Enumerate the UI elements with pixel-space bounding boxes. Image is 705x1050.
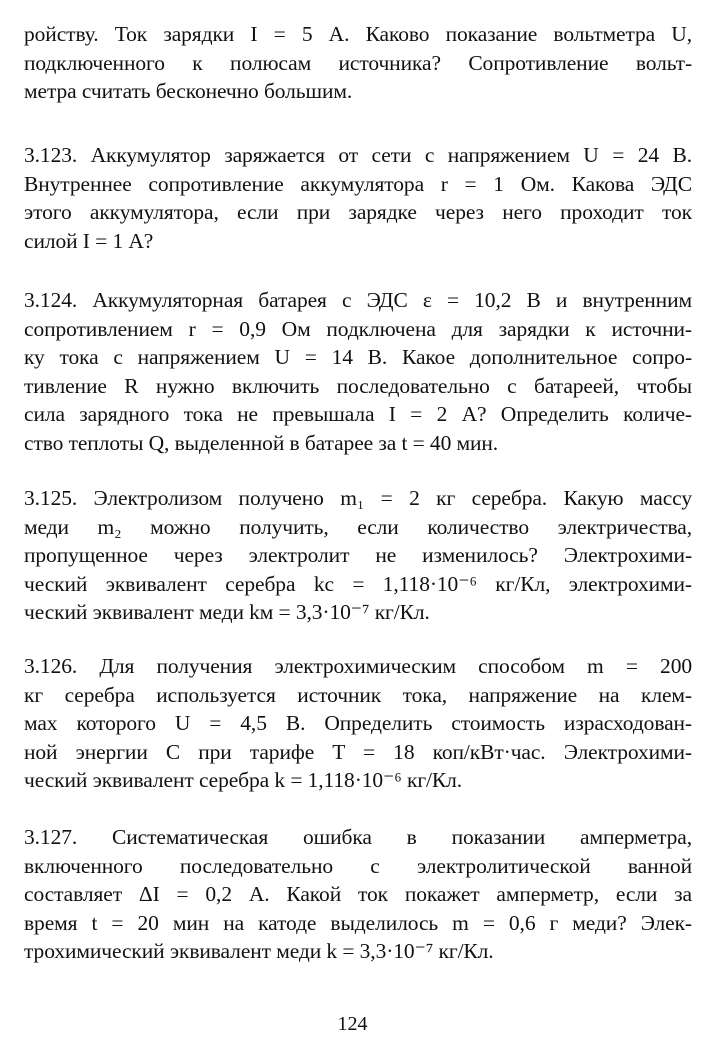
- page-number: 124: [337, 1013, 368, 1035]
- text-line: 3.124. Аккумуляторная батарея с ЭДС ε = 10,2 В и внутренним: [24, 288, 692, 312]
- problem-3-126: [24, 652, 692, 795]
- text-line: силой I = 1 А?: [24, 228, 154, 253]
- text-line: 3.126. Для получения электрохимическим способом m = 200: [24, 654, 692, 678]
- text-line: тивление R нужно включить последовательно с батареей, чтобы: [24, 373, 692, 398]
- problem-3-124: [24, 286, 692, 457]
- text-line: сила зарядного тока не превышала I = 2 А? Определить количе-: [24, 402, 692, 426]
- text-line: ческий эквивалент серебра k = 1,118·10⁻⁶ кг/Кл.: [24, 768, 463, 792]
- text-line: пропущенное через электролит не изменилось? Электрохими-: [24, 543, 692, 567]
- text-line: меди m₂ можно получить, если количество электричества,: [24, 514, 692, 539]
- text-line: метра считать бесконечно большим.: [24, 79, 353, 103]
- problem-3-127: [24, 823, 692, 966]
- text-line: включенного последовательно с электролитической ванной: [24, 853, 692, 878]
- text-line: ку тока с напряжением U = 14 В. Какое дополнительное сопро-: [24, 345, 692, 369]
- text-line: сопротивлением r = 0,9 Ом подключена для зарядки к источни-: [24, 316, 692, 341]
- text-line: кг серебра используется источник тока, напряжение на клем-: [24, 682, 692, 707]
- text-line: подключенного к полюсам источника? Сопротивление вольт-: [24, 50, 692, 75]
- problem-3-125: [24, 484, 692, 627]
- text-line: составляет ΔI = 0,2 А. Какой ток покажет амперметр, если за: [24, 882, 692, 906]
- text-line: трохимический эквивалент меди k = 3,3·10⁻⁷ кг/Кл.: [24, 939, 494, 963]
- text-line: этого аккумулятора, если при зарядке через него проходит ток: [24, 200, 692, 224]
- text-line: Внутреннее сопротивление аккумулятора r = 1 Ом. Какова ЭДС: [24, 171, 692, 196]
- problem-3-123: [24, 141, 692, 255]
- text-line: 3.123. Аккумулятор заряжается от сети с напряжением U = 24 В.: [24, 143, 692, 167]
- text-line: 3.125. Электролизом получено m₁ = 2 кг серебра. Какую массу: [24, 486, 692, 510]
- text-line: время t = 20 мин на катоде выделилось m = 0,6 г меди? Элек-: [24, 910, 692, 935]
- text-line: 3.127. Систематическая ошибка в показании амперметра,: [24, 825, 692, 849]
- text-line: ной энергии C при тарифе T = 18 коп/кВт·час. Электрохими-: [24, 739, 692, 764]
- paragraph-intro: [24, 20, 692, 106]
- text-line: ческий эквивалент меди kм = 3,3·10⁻⁷ кг/Кл.: [24, 600, 430, 624]
- text-line: ческий эквивалент серебра kс = 1,118·10⁻⁶ кг/Кл, электрохими-: [24, 571, 692, 596]
- text-line: мах которого U = 4,5 В. Определить стоимость израсходован-: [24, 711, 692, 735]
- text-line: ройству. Ток зарядки I = 5 А. Каково показание вольтметра U,: [24, 22, 692, 46]
- text-line: ство теплоты Q, выделенной в батарее за t = 40 мин.: [24, 430, 499, 455]
